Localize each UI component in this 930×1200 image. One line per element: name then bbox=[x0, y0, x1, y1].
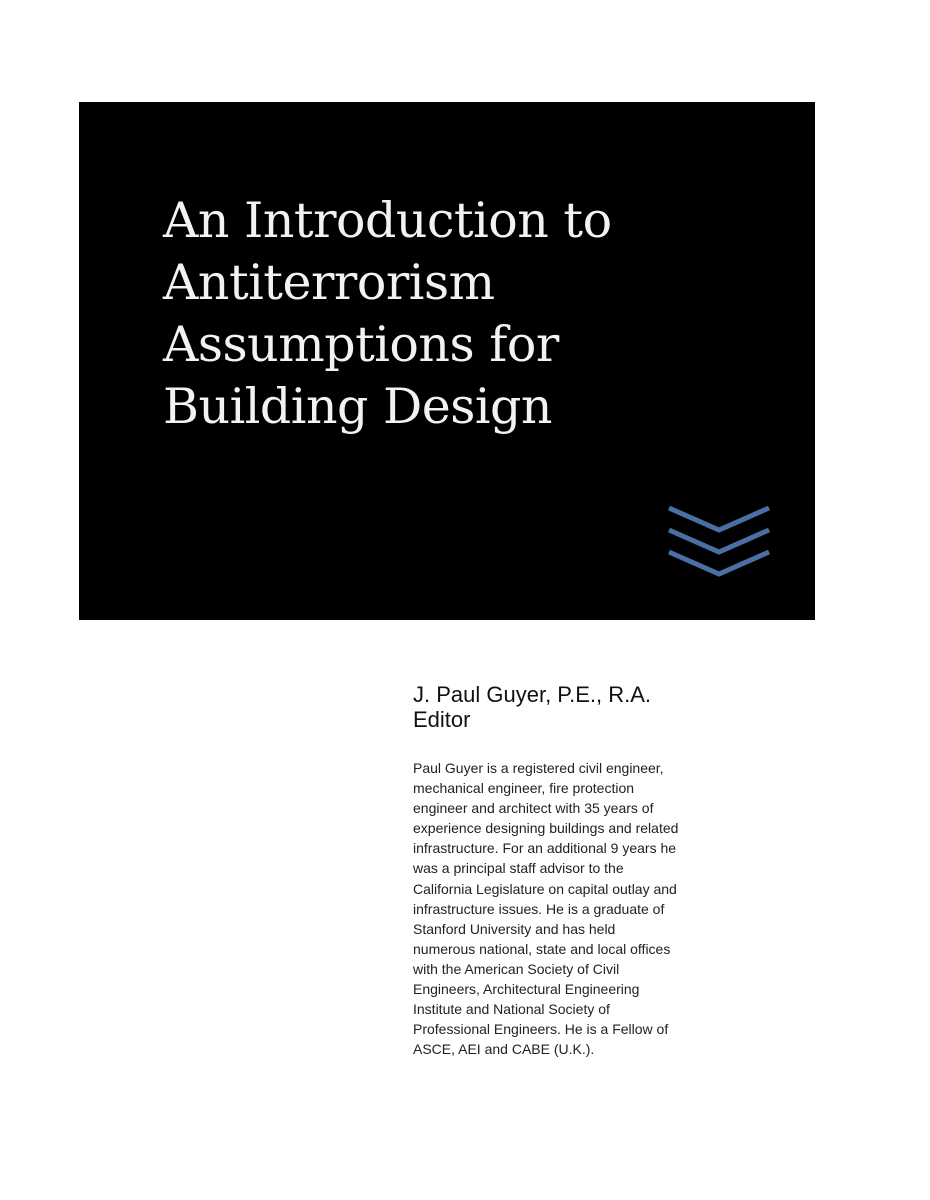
triple-chevron-down-icon bbox=[667, 500, 771, 584]
bio-line: Paul Guyer is a registered civil engineer, bbox=[413, 760, 664, 776]
book-title-line: Building Design bbox=[163, 378, 552, 435]
bio-line: ASCE, AEI and CABE (U.K.). bbox=[413, 1041, 595, 1058]
cover-panel bbox=[79, 102, 815, 620]
bio-line: engineer and architect with 35 years of bbox=[413, 800, 654, 817]
bio-line: experience designing buildings and related bbox=[413, 820, 679, 837]
book-title bbox=[163, 190, 783, 438]
author-name: J. Paul Guyer, P.E., R.A. bbox=[413, 682, 652, 707]
book-title-line: Assumptions for bbox=[163, 316, 559, 373]
bio-line: with the American Society of Civil bbox=[413, 960, 620, 977]
bio-line: Engineers, Architectural Engineering bbox=[413, 981, 640, 998]
bio-line: numerous national, state and local offices bbox=[413, 940, 671, 957]
bio-line: Professional Engineers. He is a Fellow of bbox=[413, 1021, 669, 1038]
author-role: Editor bbox=[413, 707, 471, 732]
bio-line: Institute and National Society of bbox=[413, 1001, 610, 1018]
chevron-stroke-top bbox=[669, 508, 769, 530]
bio-line: was a principal staff advisor to the bbox=[413, 860, 624, 877]
book-title-line: Antiterrorism bbox=[163, 254, 495, 311]
author-bio bbox=[413, 758, 773, 1059]
book-title-line: An Introduction to bbox=[163, 192, 612, 249]
chevron-stroke-middle bbox=[669, 530, 769, 552]
bio-line: Stanford University and has held bbox=[413, 920, 616, 937]
author-block bbox=[413, 682, 773, 732]
bio-line: infrastructure issues. He is a graduate of bbox=[413, 900, 665, 917]
chevron-stroke-bottom bbox=[669, 552, 769, 574]
bio-line: infrastructure. For an additional 9 years he bbox=[413, 840, 677, 857]
bio-line: California Legislature on capital outlay and bbox=[413, 880, 677, 897]
bio-line: mechanical engineer, fire protection bbox=[413, 780, 635, 797]
